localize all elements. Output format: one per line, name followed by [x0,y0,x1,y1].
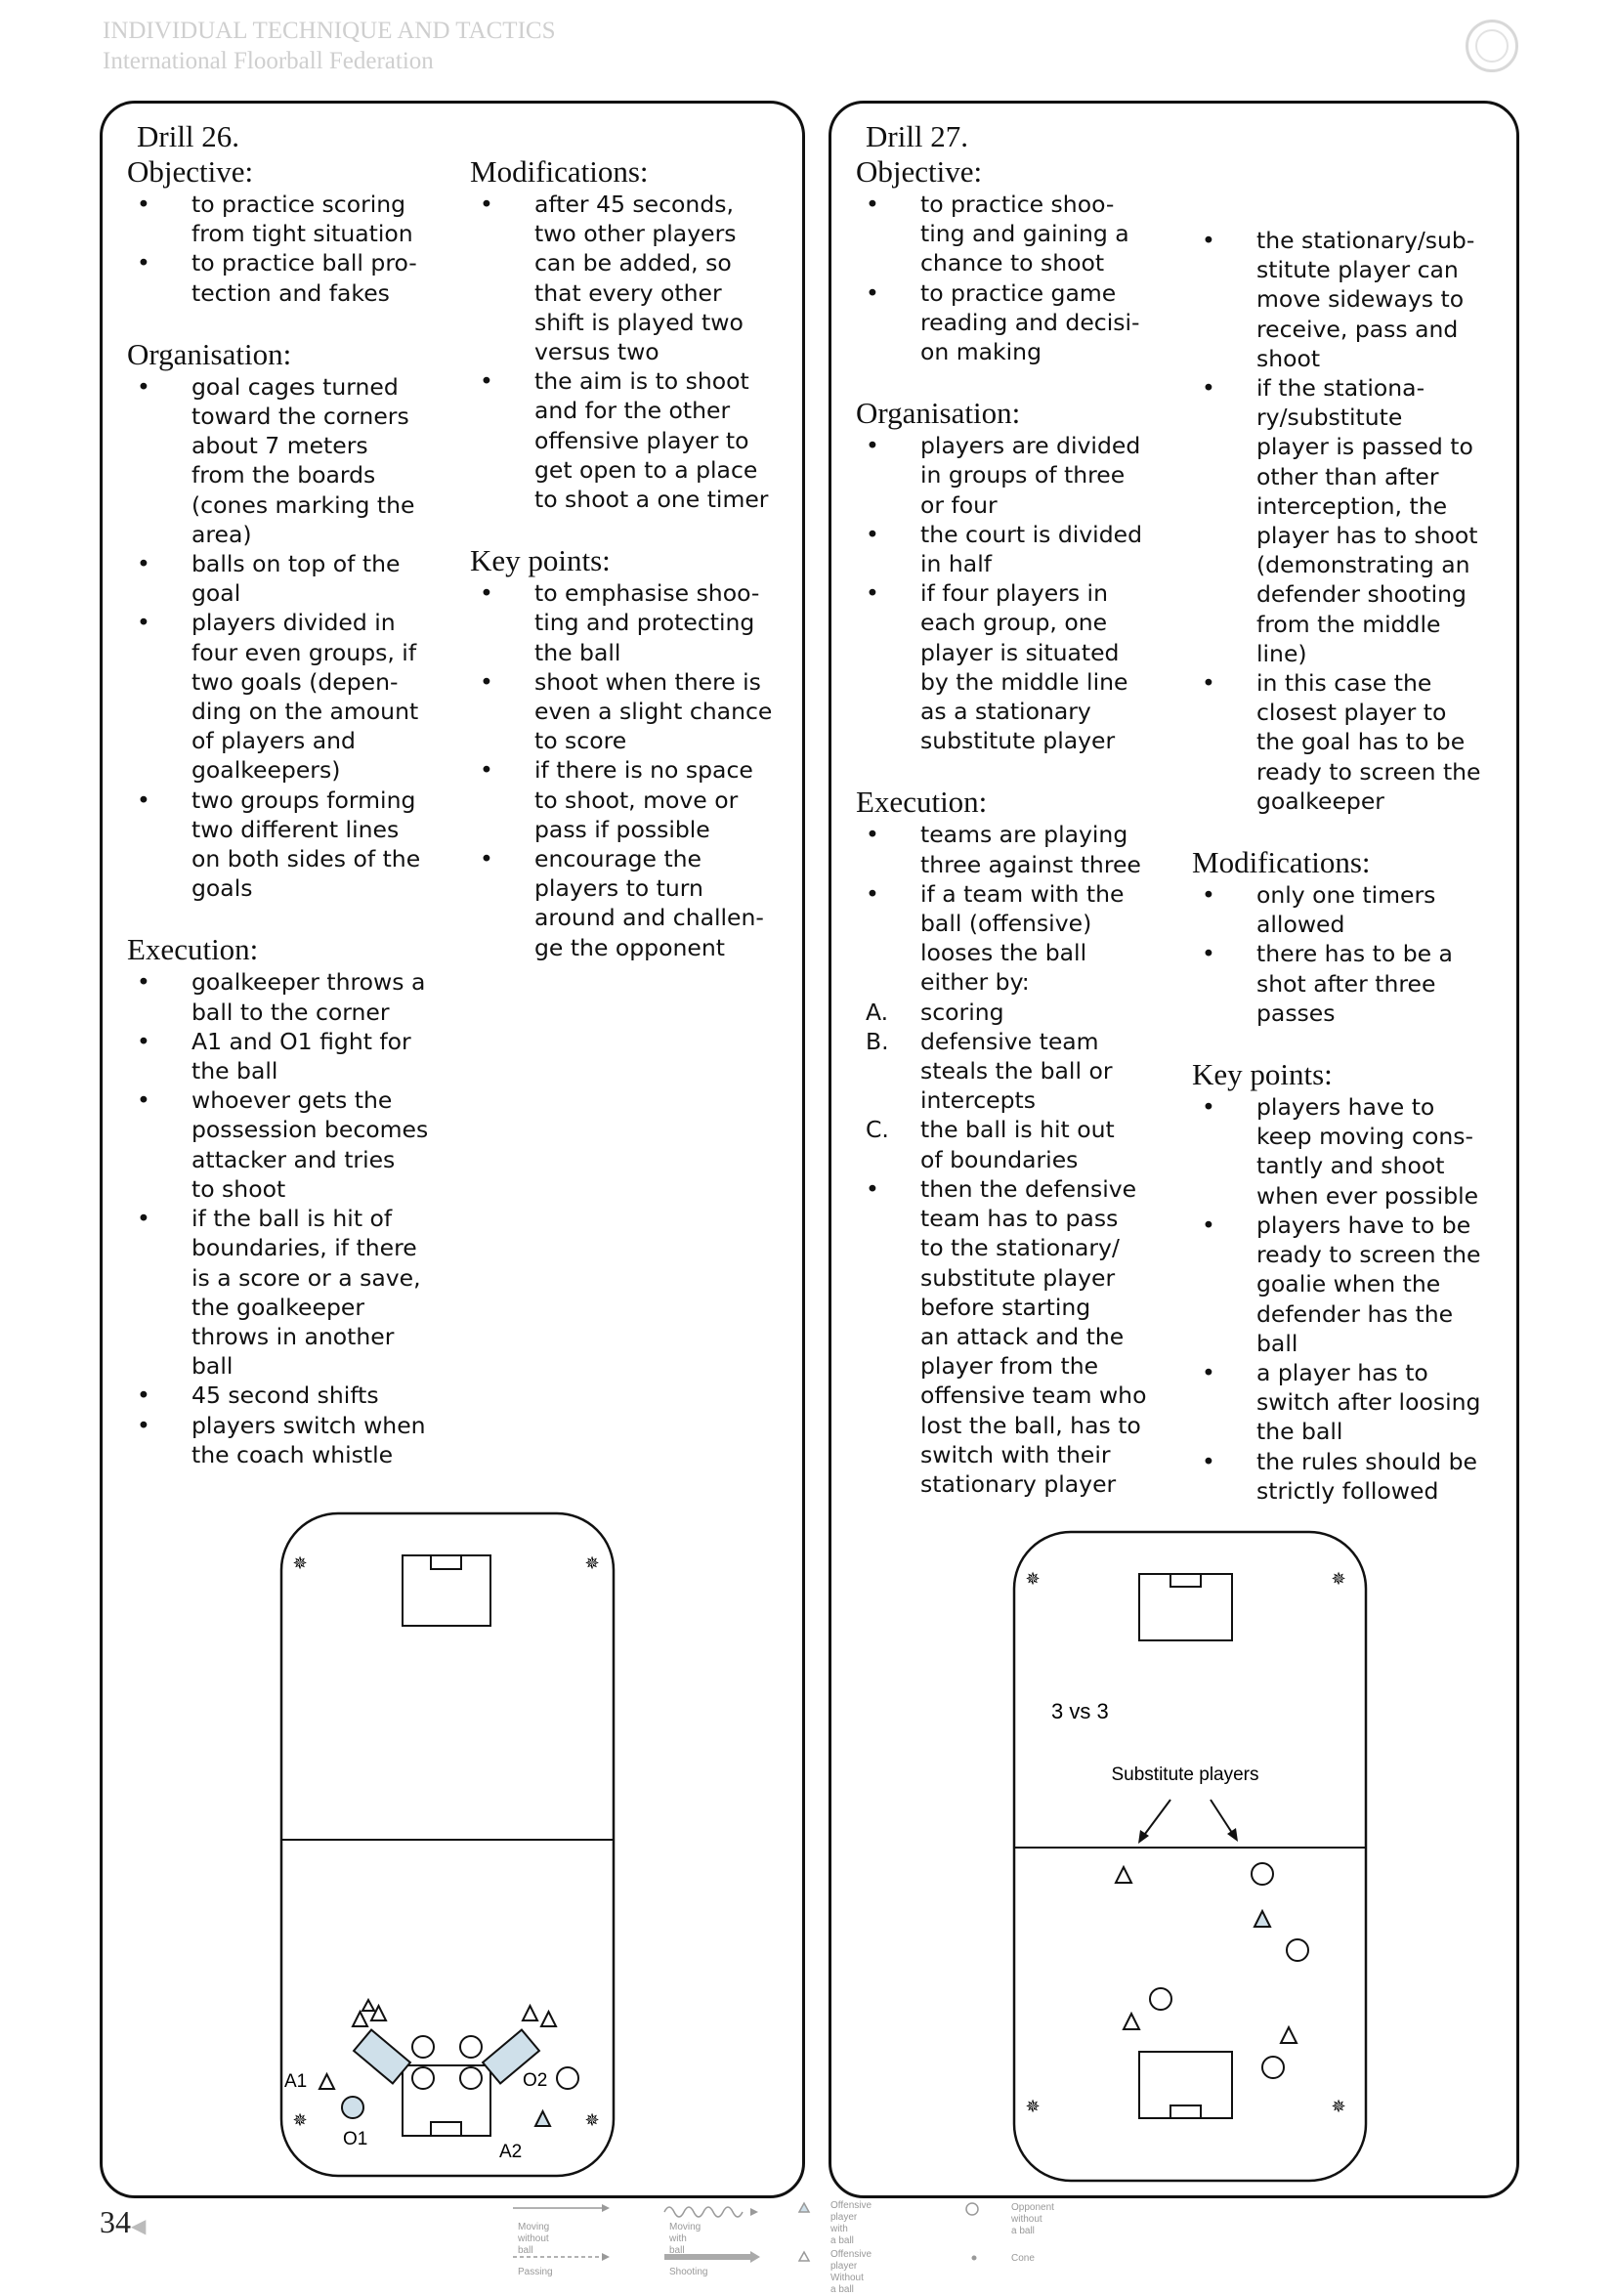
bullet-marker: • [1202,669,1215,698]
cone-icon: ✵ [292,1553,308,1574]
drill-26-modifications-list [470,190,792,514]
opponent-icon [1287,1939,1308,1961]
list-item [856,820,1178,878]
list-item [127,967,449,1026]
list-item [1192,1447,1514,1506]
moving-with-ball-icon [664,2207,743,2217]
list-item-text: if four players in each group, one player is situated by the middle line as a stationary substitute player [920,579,1128,755]
opponent-icon [1150,1988,1171,2010]
list-item-text: scoring [920,998,1004,1026]
page-number: 34◀ [100,2204,147,2239]
bullet-marker: • [1202,1093,1215,1122]
list-item [1192,880,1514,939]
list-item-text: there has to be a shot after three passes [1256,940,1453,1027]
offensive-player-without-ball-icon [799,2252,809,2261]
offensive-player-icon [362,2000,374,2011]
cone-icon: ✵ [584,1553,600,1574]
list-item-text: encourage the players to turn around and challen- ge the opponent [534,845,764,961]
bullet-marker: • [866,579,879,608]
bullet-marker: • [1202,227,1215,254]
opponent-icon [460,2067,482,2089]
offensive-player-icon [1116,1867,1131,1883]
bullet-marker: • [1202,1447,1215,1475]
drill-27-objective-heading: Objective: [856,154,983,189]
legend-shooting: Shooting [669,2267,708,2277]
drill-27-court-diagram [1009,1527,1371,2187]
drill-26-title: Drill 26. [137,119,240,153]
bullet-marker: • [1202,940,1215,968]
drill-27-objective-list [856,190,1178,366]
list-item-text: teams are playing three against three [920,821,1141,878]
running-header [103,16,555,76]
goal-top [1170,1574,1201,1587]
header-title: INDIVIDUAL TECHNIQUE AND TACTICS [103,18,556,44]
list-item [127,372,449,549]
bullet-marker: B. [866,1027,889,1055]
offensive-player-icon [541,2012,556,2026]
list-item-text: to practice shoo- ting and gaining a chance to shoot [920,191,1129,277]
list-item [127,1381,449,1410]
drill-27-modifications-list [1192,880,1514,1028]
drill-27-keypoints-list [1192,1092,1514,1506]
list-item-text: players divided in four even groups, if two goals (depen- ding on the amount of players and goalkeepers) [191,609,419,785]
arrow-line [1211,1800,1234,1836]
list-item-text: shoot when there is even a slight chance to score [534,667,773,755]
iff-logo-icon [1466,20,1518,72]
list-item-text: to practice scoring from tight situation [191,191,413,248]
offensive-player-icon [1124,2014,1139,2029]
list-item [470,844,792,962]
list-item [856,1027,1178,1116]
drill-26-objective-list [127,190,449,308]
label-o1: O1 [343,2129,368,2149]
bullet-marker: • [480,845,493,873]
cone-icon: ✵ [584,2110,600,2131]
bullet-marker: • [137,1086,150,1115]
list-item [1192,939,1514,1028]
drill-27-execution-list [856,820,1178,1499]
label-3-vs-3: 3 vs 3 [1051,1699,1109,1723]
drill-27-organisation-heading: Organisation: [856,396,1021,431]
list-item [856,431,1178,520]
bullet-marker: • [137,191,150,218]
bullet-marker: • [480,579,493,608]
list-item-text: only one timers allowed [1256,881,1436,939]
legend-opponent-without-ball: Opponent without a ball [1011,2202,1054,2236]
legend-passing: Passing [518,2267,553,2277]
list-item-text: if a team with the ball (offensive) looses the ball either by: [920,879,1125,997]
list-item-text: the court is divided in half [920,520,1142,578]
list-item [856,879,1178,998]
label-o2: O2 [523,2070,548,2091]
bullet-marker: • [1202,374,1215,403]
offensive-player-icon [319,2074,334,2089]
list-item [1192,1358,1514,1447]
drill-26-keypoints-list [470,578,792,962]
list-item [856,190,1178,278]
legend-moving-without-ball: Moving without ball [518,2222,550,2256]
drill-27-modifications-heading: Modifications: [1192,845,1371,880]
cone-icon: ✵ [1025,1569,1041,1590]
list-item-text: players switch when the coach whistle [191,1411,426,1468]
list-item-text: to practice game reading and decisi- on making [920,278,1140,366]
page-arrow-icon: ◀ [131,2216,147,2237]
list-item [127,549,449,608]
list-item [856,1115,1178,1173]
drill-27-organisation-list [856,431,1178,755]
bullet-marker: A. [866,998,889,1026]
drill-26-execution-heading: Execution: [127,932,259,967]
list-item-text: A1 and O1 fight for the ball [191,1027,411,1085]
list-item-text: goalkeeper throws a ball to the corner [191,968,426,1026]
list-item [1192,226,1514,373]
opponent-icon [1252,1863,1273,1885]
bullet-marker: • [137,1205,150,1233]
list-item-text: in this case the closest player to the goal has to be ready to screen the goalkeeper [1256,669,1481,815]
opponent-icon [460,2036,482,2058]
offensive-player-icon [353,2012,367,2026]
list-item [1192,668,1514,816]
list-item-text: to emphasise shoo- ting and protecting the ball [534,579,760,666]
opponent-icon [1262,2057,1284,2078]
bullet-marker: • [480,756,493,785]
list-item [127,190,449,248]
list-item-text: players have to be ready to screen the goalie when the defender has the ball [1256,1211,1481,1357]
list-item-text: the stationary/sub- stitute player can move sideways to receive, pass and shoot [1256,227,1475,372]
list-item [127,1204,449,1381]
list-item [470,578,792,667]
legend-offensive-with-ball: Offensive player with a ball [830,2200,872,2246]
offensive-player-icon [523,2006,537,2020]
drill-26-organisation-list [127,372,449,904]
list-item [470,755,792,844]
opponent-icon [412,2036,434,2058]
bullet-marker: • [137,1382,150,1410]
list-item-text: players have to keep moving cons- tantly and shoot when ever possible [1256,1093,1479,1210]
list-item [470,667,792,756]
list-item-text: then the defensive team has to pass to the stationary/ substitute player before starting an attack and the player from the offensive team who lost the ball, has to switch with their stationary player [920,1174,1147,1498]
bullet-marker: • [137,609,150,637]
list-item [127,1027,449,1085]
drill-26-right-column [470,154,792,962]
label-a1: A1 [284,2071,308,2092]
opponent-icon [557,2067,578,2089]
drill-27-execution-heading: Execution: [856,785,988,820]
offensive-player-with-ball-icon [1255,1911,1270,1927]
bullet-marker: • [137,1411,150,1439]
legend-moving-with-ball: Moving with ball [669,2222,702,2256]
opponent-icon [412,2067,434,2089]
cone-icon: ✵ [1025,2097,1041,2117]
drill-27-right-column [1192,226,1514,1506]
label-substitute-players: Substitute players [1111,1765,1259,1785]
list-item-text: defensive team steals the ball or intercepts [920,1027,1113,1115]
list-item [856,578,1178,755]
offensive-player-with-ball-icon [799,2203,809,2212]
player-with-ball-icon [342,2097,363,2118]
drill-26-execution-list [127,967,449,1468]
bullet-marker: • [137,968,150,997]
drill-27-keypoints-heading: Key points: [1192,1057,1333,1092]
bullet-marker: • [137,1027,150,1055]
drill-27-left-column [856,119,1178,1499]
bullet-marker: • [137,249,150,277]
list-item [127,608,449,785]
goal-top [431,1555,461,1569]
drill-27-execution-continued-list [1192,226,1514,816]
drill-27-title: Drill 27. [866,119,969,153]
list-item-text: if there is no space to shoot, move or pass if possible [534,756,753,843]
bullet-marker: • [1202,1211,1215,1239]
bullet-marker: • [137,550,150,578]
list-item [470,190,792,366]
list-item-text: to practice ball pro- tection and fakes [191,249,417,307]
arrow-head-icon [1227,1828,1238,1842]
list-item [856,998,1178,1027]
list-item-text: players are divided in groups of three or four [920,432,1141,519]
bullet-marker: C. [866,1116,889,1144]
bullet-marker: • [1202,881,1215,910]
list-item-text: after 45 seconds, two other players can be added, so that every other shift is played two versus two [534,191,744,366]
list-item-text: balls on top of the goal [191,550,401,608]
drill-26-keypoints-heading: Key points: [470,543,611,578]
bullet-marker: • [866,191,879,218]
list-item [127,1085,449,1204]
list-item-text: the rules should be strictly followed [1256,1447,1477,1505]
list-item [1192,373,1514,668]
cone-icon: ✵ [1331,1569,1346,1590]
goal-bottom [431,2122,461,2136]
list-item-text: if the ball is hit of boundaries, if there is a score or a save, the goalkeeper throws in another ball [191,1205,421,1381]
list-item-text: the ball is hit out of boundaries [920,1116,1115,1173]
list-item [1192,1211,1514,1358]
label-a2: A2 [499,2142,523,2162]
legend-cone: Cone [1011,2253,1035,2264]
list-item-text: a player has to switch after loosing the ball [1256,1358,1481,1446]
offensive-player-with-ball-icon [535,2111,550,2126]
arrow-line [1142,1800,1170,1838]
bullet-marker: • [480,191,493,218]
bullet-marker: • [866,821,879,849]
drill-26-court-diagram [276,1509,618,2183]
list-item [127,1411,449,1469]
bullet-marker: • [137,372,150,401]
cone-icon: ✵ [1331,2097,1346,2117]
drill-26-left-column [127,119,449,1469]
cone-icon [972,2256,977,2261]
bullet-marker: • [480,367,493,396]
bullet-marker: • [866,278,879,307]
list-item [127,248,449,307]
goal-bottom [1170,2105,1201,2118]
bullet-marker: • [137,786,150,814]
list-item-text: if the stationa- ry/substitute player is passed to other than after interception, the player has to shoot (demonstrating an defender shooting from the middle line) [1256,374,1478,667]
list-item-text: whoever gets the possession becomes attacker and tries to shoot [191,1086,429,1203]
offensive-player-icon [1281,2027,1297,2043]
legend-offensive-without-ball: Offensive player Without a ball [830,2249,872,2295]
bullet-marker: • [866,432,879,460]
bullet-marker: • [866,879,879,908]
list-item [470,366,792,514]
list-item-text: two groups forming two different lines on both sides of the goals [191,786,421,903]
list-item-text: the aim is to shoot and for the other offensive player to get open to a place to shoot a one timer [534,367,769,514]
drill-26-modifications-heading: Modifications: [470,154,649,189]
bullet-marker: • [866,1174,879,1203]
list-item-text: goal cages turned toward the corners about 7 meters from the boards (cones marking the area) [191,372,415,548]
list-item [856,1174,1178,1499]
list-item [856,520,1178,578]
bullet-marker: • [1202,1358,1215,1386]
header-subtitle: International Floorball Federation [103,48,434,74]
opponent-without-ball-icon [966,2203,978,2215]
list-item [856,278,1178,367]
cone-icon: ✵ [292,2110,308,2131]
list-item [1192,1092,1514,1211]
drill-26-organisation-heading: Organisation: [127,336,292,371]
list-item [127,786,449,904]
bullet-marker: • [480,667,493,696]
bullet-marker: • [866,520,879,548]
drill-26-objective-heading: Objective: [127,154,254,189]
list-item-text: 45 second shifts [191,1382,379,1410]
